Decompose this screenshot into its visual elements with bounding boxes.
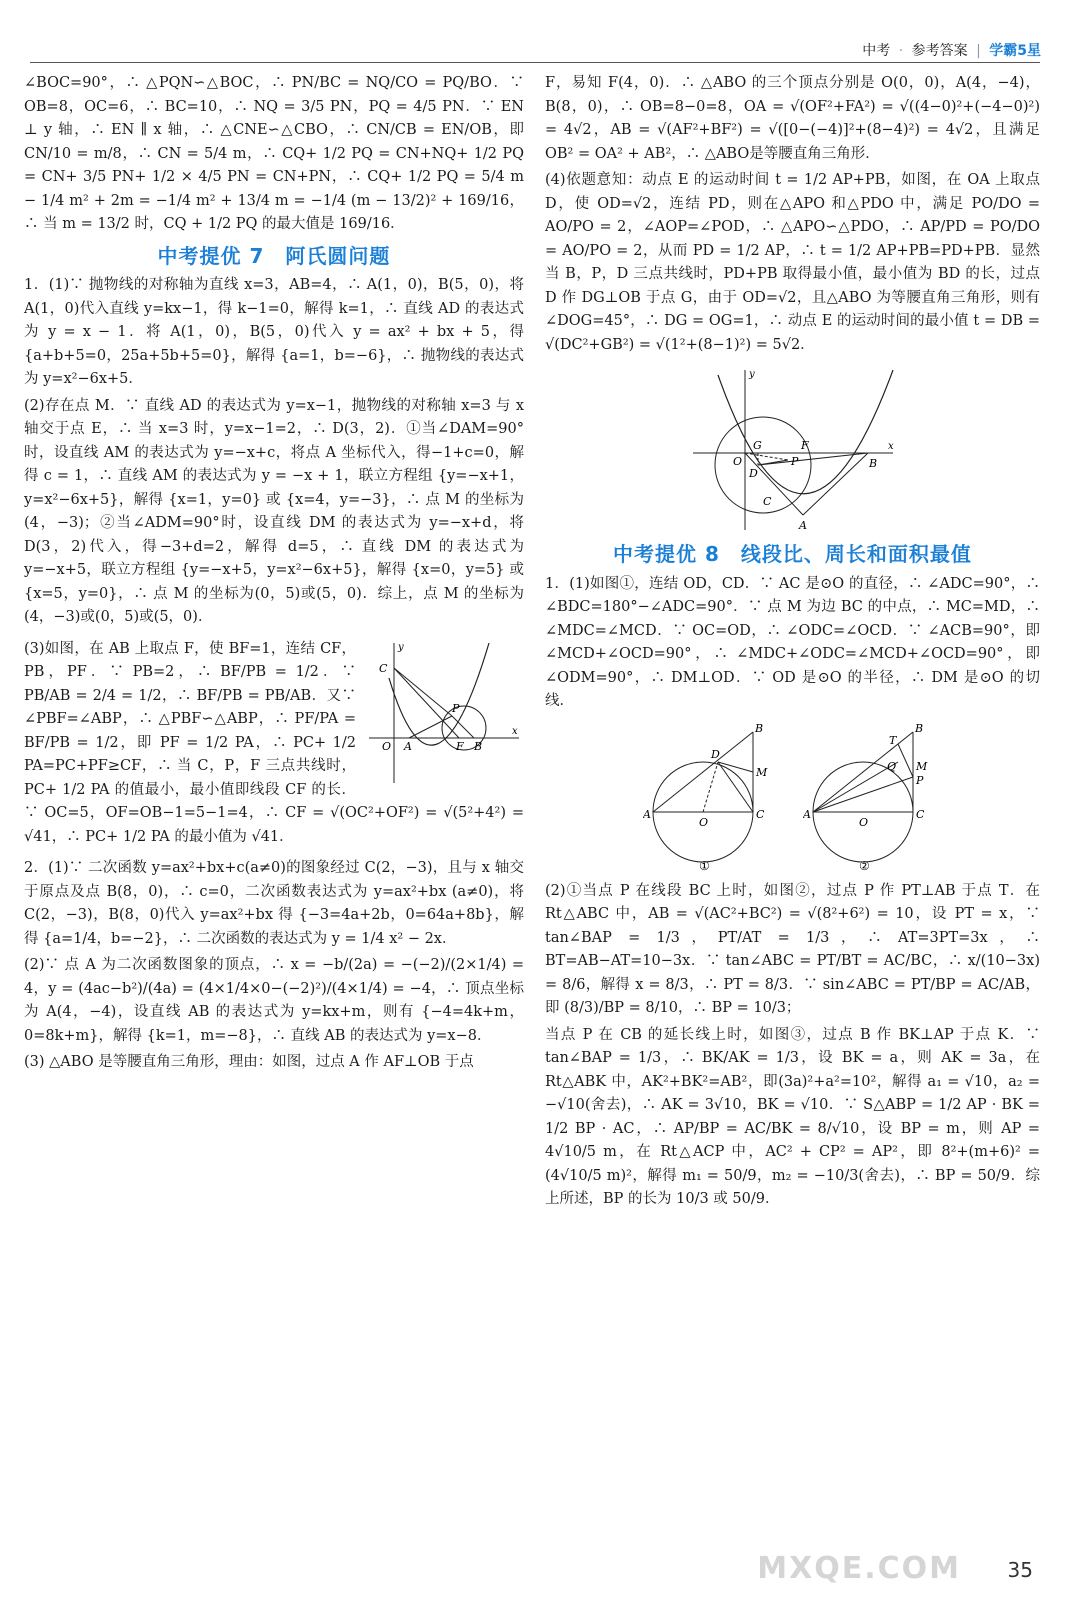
- left-q1-part2: (2)存在点 M．∵ 直线 AD 的表达式为 y=x−1，抛物线的对称轴 x=3 与 x 轴交于点 E，∴ 当 x=3 时，y=x−1=2，∴ D(3，2)．①当∠DAM=90°时，设直线 AM 的表达式为 y=−x+c，将点 A 坐标代入，得−1+c=0，解得 c = 1，∴ 直线 AM 的表达式为 y = −x + 1，联立方程组 {y=−x+1，y=x²−6x+5}，解得 {x=1，y=0} 或 {x=4，y=−3}，∴ 点 M 的坐标为(4，−3)；②当∠ADM=90°时，设直线 DM 的表达式为 y=−x+d，将 D(3，2)代入，得−3+d=2，解得 d=5，∴ 直线 DM 的表达式为 y=−x+5，联立方程组 {y=−x+5，y=x²−6x+5}，解得 {x=0，y=5} 或 {x=5，y=0}，∴ 点 M 的坐标为(0，5)或(5，0)．综上，点 M 的坐标为(4，−3)或(0，5)或(5，0)．: [24, 397, 524, 625]
- fig1-label-c: C: [379, 661, 388, 675]
- header-rule: [30, 62, 1040, 63]
- left-q2-part1: 2．(1)∵ 二次函数 y=ax²+bx+c(a≠0)的图象经过 C(2，−3)，且与 x 轴交于原点及点 B(8，0)，∴ c=0，二次函数表达式为 y=ax²+bx (a≠0)，将 C(2，−3)，B(8，0)代入 y=ax²+bx 得 {−3=4a+2b，0=64a+8b}，解得 {a=1/4，b=−2}，∴ 二次函数的表达式为 y = 1/4 x² − 2x．: [24, 860, 524, 947]
- figure-parabola-circle-2: [545, 365, 1040, 535]
- fig3-label-m: M: [755, 765, 767, 779]
- fig1-label-b: B: [474, 739, 483, 753]
- left-q1-part1: 1．(1)∵ 抛物线的对称轴为直线 x=3，AB=4，∴ A(1，0)，B(5，0)，将 A(1，0)代入直线 y=kx−1，得 k−1=0，解得 k=1，∴ 直线 AD 的表达式为 y = x − 1．将 A(1，0)，B(5，0)代入 y = ax² + bx + 5，得 {a+b+5=0，25a+5b+5=0}，解得 {a=1，b=−6}，∴ 抛物线的表达式为 y=x²−6x+5．: [24, 277, 524, 387]
- fig2-label-b: B: [868, 457, 877, 470]
- header-brand: 学霸5星: [989, 43, 1041, 59]
- fig4-label-t: T: [888, 733, 896, 747]
- fig3-caption: ①: [698, 858, 710, 872]
- fig4-caption: ②: [858, 858, 870, 872]
- page-number: 35: [1007, 1558, 1033, 1582]
- fig1-y-label: y: [398, 641, 404, 653]
- left-q2-part2: (2)∵ 点 A 为二次函数图象的顶点，∴ x = −b/(2a) = −(−2)/(2×1/4) = 4，y = (4ac−b²)/(4a) = (4×1/4×0−(−2)²)/(4×1/4) = −4，∴ 顶点坐标为 A(4，−4)，设直线 AB 的表达式为 y=kx+m，则有 {−4=4k+m，0=8k+m}，解得 {k=1，m=−8}，∴ 直线 AB 的表达式为 y=x−8．: [24, 957, 524, 1044]
- right-q1-part2: (2)①当点 P 在线段 BC 上时，如图②，过点 P 作 PT⊥AB 于点 T．在 Rt△ABC 中，AB = √(AC²+BC²) = √(8²+6²) = 10，设 PT = x，∵ tan∠BAP = 1/3，PT/AT = 1/3，∴ AT=3PT=3x，∴ BT=AB−AT=10−3x．∵ tan∠ABC = PT/BT = AC/BC，∴ x/(10−3x) = 8/6，解得 x = 8/3，∴ PT = 8/3．∵ sin∠ABC = PT/BP = AC/AB，即 (8/3)/BP = 8/10，∴ BP = 10/3；: [545, 882, 1040, 1016]
- right-column: [545, 72, 1040, 1215]
- fig1-label-o: O: [382, 739, 392, 753]
- fig4-label-m: M: [915, 759, 927, 773]
- right-cont: F，易知 F(4，0)．∴ △ABO 的三个顶点分别是 O(0，0)，A(4，−4)，B(8，0)，∴ OB=8−0=8，OA = √(OF²+FA²) = √((4−0)²+(−4−0)²) = 4√2，AB = √(AF²+BF²) = √([0−(−4)]²+(8−4)²) = 4√2，且满足 OB² = OA² + AB²，∴ △ABO是等腰直角三角形．: [545, 75, 1040, 162]
- fig4-label-b: B: [914, 721, 923, 735]
- fig2-label-c: C: [762, 495, 771, 508]
- left-column: [24, 72, 524, 1078]
- section-title-8: 中考提优 8 线段比、周长和面积最值: [613, 542, 972, 566]
- right-q1-part3: 当点 P 在 CB 的延长线上时，如图③，过点 B 作 BK⊥AP 于点 K．∵ tan∠BAP = 1/3，∴ BK/AK = 1/3，设 BK = a，则 AK = 3a，在 Rt△ABK 中，AK²+BK²=AB²，即(3a)²+a²=10²，解得 a₁ = √10，a₂ = −√10(舍去)，∴ AK = 3√10，BK = √10．∵ S△ABP = 1/2 AP · BK = 1/2 BP · AC，∴ AP/BP = AC/BK = 8/√10，设 BP = m，则 AP = 4√10/5 m，在 Rt△ACP 中，AC² + CP² = AP²，即 8²+(m+6)² = (4√10/5 m)²，解得 m₁ = 50/9，m₂ = −10/3(舍去)，∴ BP = 50/9．综上所述，BP 的长为 10/3 或 50/9．: [545, 1026, 1040, 1207]
- fig3-label-b: B: [754, 721, 763, 735]
- fig4-label-c: C: [915, 807, 924, 821]
- right-q1-part1: 1．(1)如图①，连结 OD，CD．∵ AC 是⊙O 的直径，∴ ∠ADC=90°，∴ ∠BDC=180°−∠ADC=90°．∵ 点 M 为边 BC 的中点，∴ MC=MD，∴ ∠MDC=∠MCD．∵ OC=OD，∴ ∠ODC=∠OCD．∵ ∠ACB=90°，即∠MCD+∠OCD=90°，∴ ∠MDC+∠ODC=∠MCD+∠OCD=90°，即∠ODM=90°，∴ DM⊥OD．∵ OD 是⊙O 的半径，∴ DM 是⊙O 的切线．: [545, 575, 1040, 709]
- right-q2-part4: (4)依题意知：动点 E 的运动时间 t = 1/2 AP+PB，如图，在 OA 上取点 D，使 OD=√2，连结 PD，则在△APO 和△PDO 中，满足 PO/DO = AO/PO = 2，∠AOP=∠POD，∴ △APO∽△PDO，∴ AP/PD = PO/DO = AO/PO = 2，从而 PD = 1/2 AP，∴ t = 1/2 AP+PB=PD+PB．显然当 B，P，D 三点共线时，PD+PB 取得最小值，最小值为 BD 的长，过点 D 作 DG⊥OB 于点 G，由于 OD=√2，且△ABO 为等腰直角三角形，则有∠DOG=45°，∴ DG = OG=1，∴ 动点 E 的运动时间的最小值 t = DB = √(DC²+GB²) = √(1²+(8−1)²) = 5√2．: [545, 172, 1040, 353]
- fig3-label-c: C: [755, 807, 764, 821]
- fig3-label-o: O: [698, 815, 708, 829]
- fig2-x-label: x: [887, 441, 894, 452]
- header-sep: ·: [898, 43, 904, 59]
- fig2-label-a: A: [798, 519, 807, 532]
- fig4-label-p: P: [915, 773, 923, 787]
- fig2-label-o: O: [732, 455, 742, 468]
- fig1-label-p: P: [452, 701, 460, 715]
- watermark: MXQE.COM: [757, 1551, 961, 1586]
- fig4-label-a: A: [802, 807, 811, 821]
- fig4-label-o: O: [858, 815, 868, 829]
- fig2-label-p: P: [790, 455, 798, 468]
- page-header: [862, 40, 1041, 60]
- figure-parabola-circle: [24, 638, 524, 850]
- header-sep-2: |: [976, 43, 981, 59]
- left-para-1: ∠BOC=90°，∴ △PQN∽△BOC，∴ PN/BC = NQ/CO = PQ/BO．∵ OB=8，OC=6，∴ BC=10，∴ NQ = 3/5 PN，PQ = 4/5 PN．∵ EN ⊥ y 轴，∴ EN ∥ x 轴，∴ △CNE∽△CBO，∴ CN/CB = EN/OB，即 CN/10 = m/8，∴ CN = 5/4 m，∴ CQ+ 1/2 PQ = CN+NQ+ 1/2 PQ = CN+ 3/5 PN+ 1/2 × 4/5 PN = CN+PN，∴ CQ+ 1/2 PQ = 5/4 m − 1/4 m² + 2m = −1/4 m² + 13/4 m = −1/4 (m − 13/2)² + 169/16，∴ 当 m = 13/2 时，CQ + 1/2 PQ 的最大值是 169/16．: [24, 75, 524, 232]
- fig2-label-g: G: [752, 439, 762, 452]
- fig2-y-label: y: [748, 369, 755, 380]
- fig2-label-d: D: [748, 467, 758, 480]
- header-exam: 中考: [862, 43, 891, 59]
- left-q1-part3: (3)如图，在 AB 上取点 F，使 BF=1，连结 CF，PB，PF．∵ PB=2，∴ BF/PB = 1/2．∵ PB/AB = 2/4 = 1/2，∴ BF/PB = PB/AB．又∵ ∠PBF=∠ABP，∴ △PBF∽△ABP，∴ PF/PA = BF/PB = 1/2，即 PF = 1/2 PA，∴ PC+ 1/2 PA=PC+PF≥CF，∴ 当 C，P，F 三点共线时，PC+ 1/2 PA 的值最小，最小值即线段 CF 的长．∵ OC=5，OF=OB−1=5−1=4，∴ CF = √(OC²+OF²) = √(5²+4²) = √41，∴ PC+ 1/2 PA 的最小值为 √41．: [24, 640, 524, 845]
- fig4-label-q: Q: [886, 759, 896, 773]
- fig2-label-f: F: [800, 439, 809, 452]
- section-title-7: 中考提优 7 阿氏圆问题: [157, 243, 391, 268]
- fig1-x-label: x: [512, 725, 518, 737]
- fig3-label-a: A: [642, 807, 651, 821]
- figure-circles-1-2: [545, 722, 1040, 872]
- left-q2-part3: (3) △ABO 是等腰直角三角形，理由：如图，过点 A 作 AF⊥OB 于点: [24, 1054, 474, 1070]
- fig1-label-f: F: [456, 739, 464, 753]
- header-answers: 参考答案: [911, 43, 968, 59]
- fig1-label-a: A: [404, 739, 412, 753]
- fig3-label-d: D: [710, 747, 720, 761]
